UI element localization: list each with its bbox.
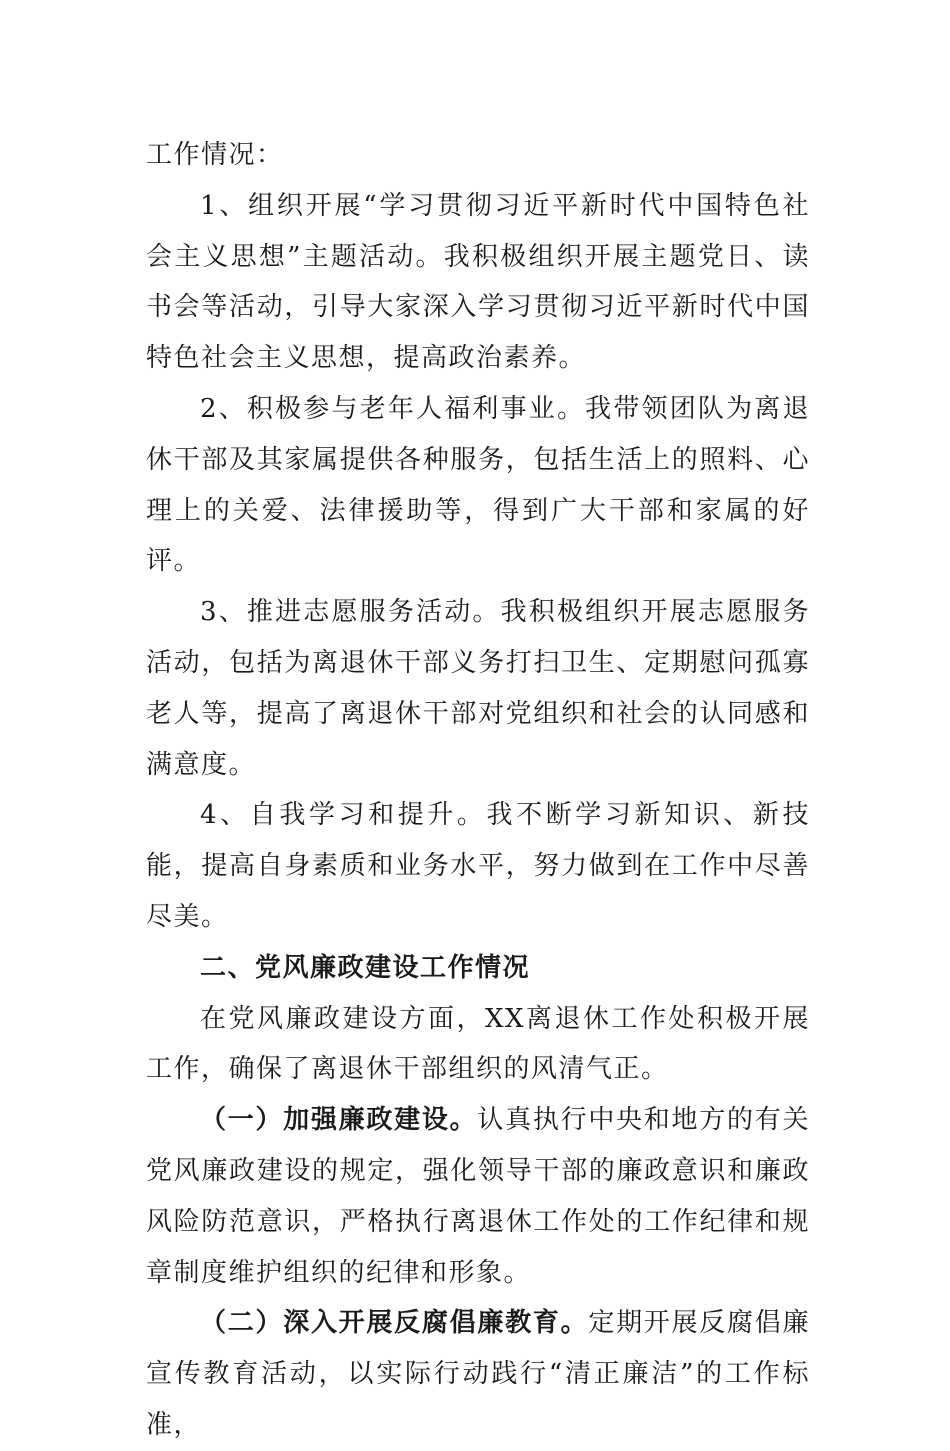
paragraph-item-1 bbox=[146, 181, 810, 384]
paragraph-item-3 bbox=[146, 587, 810, 790]
paragraph-text: 1、组织开展“学习贯彻习近平新时代中国特色社会主义思想”主题活动。我积极组织开展主题党日、读书会等活动，引导大家深入学习贯彻习近平新时代中国特色社会主义思想，提高政治素养。 bbox=[146, 190, 810, 374]
section-heading bbox=[146, 943, 810, 994]
paragraph-text: 4、自我学习和提升。我不断学习新知识、新技能，提高自身素质和业务水平，努力做到在工作中尽善尽美。 bbox=[146, 800, 810, 932]
paragraph-text: 3、推进志愿服务活动。我积极组织开展志愿服务活动，包括为离退休干部义务打扫卫生、定期慰问孤寡老人等，提高了离退休干部对党组织和社会的认同感和满意度。 bbox=[146, 597, 810, 780]
paragraph-text: 工作情况： bbox=[146, 140, 284, 170]
paragraph-work-status-continuation bbox=[146, 130, 810, 181]
paragraph-subsection-2 bbox=[146, 1298, 810, 1450]
paragraph-item-2 bbox=[146, 384, 810, 587]
paragraph-text: 认真执行中央和地方的有关党风廉政建设的规定，强化领导干部的廉政意识和廉政风险防范意识，严格执行离退休工作处的工作纪律和规章制度维护组织的纪律和形象。 bbox=[146, 1105, 810, 1288]
subsection-lead: （二）深入开展反腐倡廉教育。 bbox=[200, 1308, 589, 1339]
paragraph-text: 2、积极参与老年人福利事业。我带领团队为离退休干部及其家属提供各种服务，包括生活上的照料、心理上的关爱、法律援助等，得到广大干部和家属的好评。 bbox=[146, 393, 810, 577]
paragraph-text: 在党风廉政建设方面，XX离退休工作处积极开展工作，确保了离退休干部组织的风清气正。 bbox=[146, 1003, 810, 1085]
paragraph-item-4 bbox=[146, 790, 810, 942]
paragraph-text: 定期开展反腐倡廉宣传教育活动，以实际行动践行“清正廉洁”的工作标准， bbox=[146, 1308, 810, 1440]
paragraph-subsection-1 bbox=[146, 1095, 810, 1298]
paragraph-section-intro bbox=[146, 994, 810, 1096]
document-body bbox=[146, 130, 810, 1451]
subsection-lead: （一）加强廉政建设。 bbox=[200, 1105, 478, 1136]
heading-text: 二、党风廉政建设工作情况 bbox=[200, 952, 531, 983]
